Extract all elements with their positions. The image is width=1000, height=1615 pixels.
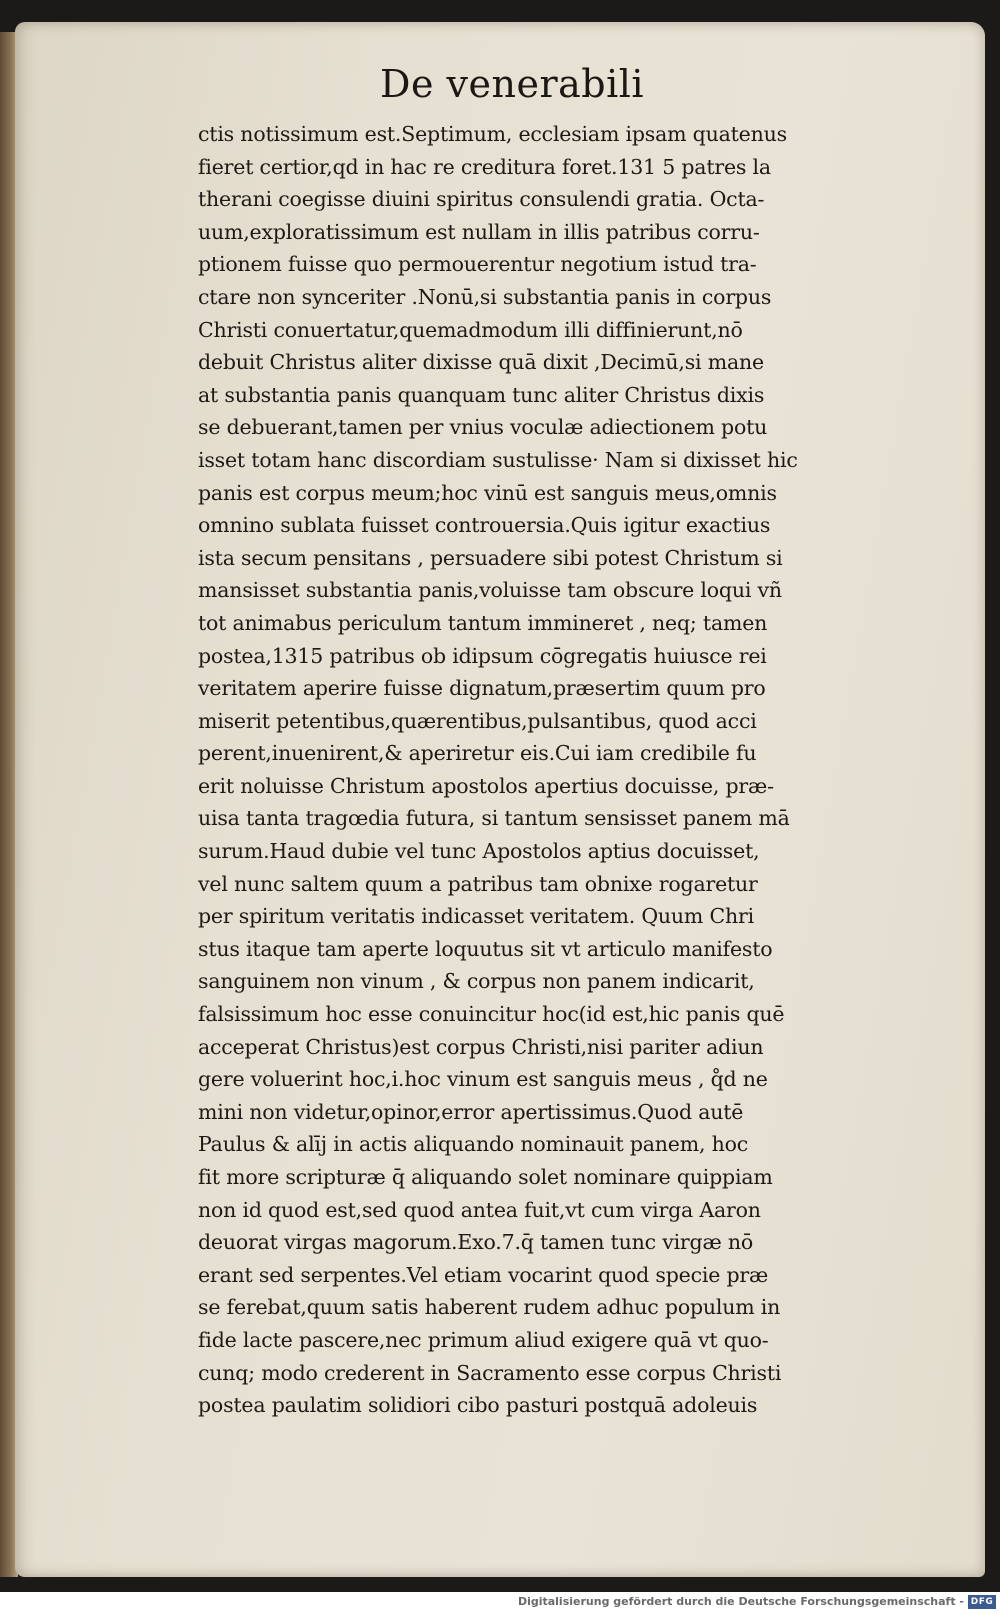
text-line: mansisset substantia panis,voluisse tam obscure loqui vñ [198, 578, 782, 603]
dfg-logo: DFG [968, 1595, 996, 1609]
text-line: surum.Haud dubie vel tunc Apostolos aptius docuisset, [198, 839, 760, 864]
text-line: Paulus & alīj in actis aliquando nominauit panem, hoc [198, 1132, 748, 1157]
text-line: sanguinem non vinum , & corpus non panem indicarit, [198, 969, 755, 994]
text-line: Christi conuertatur,quemadmodum illi diffinierunt,nō [198, 317, 743, 342]
text-line: at substantia panis quanquam tunc aliter Christus dixis [198, 382, 765, 407]
text-line: fide lacte pascere,nec primum aliud exigere quā vt quo- [198, 1327, 769, 1352]
text-line: perent,inuenirent,& aperiretur eis.Cui iam credibile fu [198, 741, 757, 766]
text-line: ptionem fuisse quo permouerentur negotium istud tra- [198, 252, 757, 277]
text-line: deuorat virgas magorum.Exo.7.q̄ tamen tunc virgæ nō [198, 1230, 753, 1255]
body-text [198, 118, 916, 1422]
text-line: veritatem aperire fuisse dignatum,præsertim quum pro [198, 676, 766, 701]
text-line: panis est corpus meum;hoc vinū est sanguis meus,omnis [198, 480, 777, 505]
text-line: ctare non synceriter .Nonū,si substantia panis in corpus [198, 284, 772, 309]
text-line: se ferebat,quum satis haberent rudem adhuc populum in [198, 1295, 781, 1320]
text-line: isset totam hanc discordiam sustulisse· Nam si dixisset hic [198, 447, 798, 472]
text-line: miserit petentibus,quærentibus,pulsantibus, quod acci [198, 708, 757, 733]
text-line: tot animabus periculum tantum immineret , neq; tamen [198, 610, 768, 635]
text-line: uum,exploratissimum est nullam in illis patribus corru- [198, 219, 760, 244]
text-line: non id quod est,sed quod antea fuit,vt cum virga Aaron [198, 1197, 761, 1222]
text-line: postea paulatim solidiori cibo pasturi postquā adoleuis [198, 1393, 758, 1418]
text-line: falsissimum hoc esse conuincitur hoc(id est,hic panis quē [198, 1002, 785, 1027]
text-line: se debuerant,tamen per vnius voculæ adiectionem potu [198, 415, 768, 440]
text-line: vel nunc saltem quum a patribus tam obnixe rogaretur [198, 871, 758, 896]
text-line: stus itaque tam aperte loquutus sit vt articulo manifesto [198, 936, 773, 961]
text-line: mini non videtur,opinor,error apertissimus.Quod autē [198, 1099, 744, 1124]
footer-credit: Digitalisierung gefördert durch die Deutsche Forschungsgemeinschaft - [517, 1595, 964, 1608]
running-header: De venerabili [380, 62, 645, 106]
text-line: fit more scripturæ q̄ aliquando solet nominare quippiam [198, 1165, 773, 1189]
text-line: omnino sublata fuisset controuersia.Quis igitur exactius [198, 513, 771, 538]
text-line: erit noluisse Christum apostolos apertius docuisse, præ- [198, 773, 774, 798]
text-line: fieret certior,qd in hac re creditura foret.131 5 patres la [198, 154, 771, 179]
text-line: gere voluerint hoc,i.hoc vinum est sanguis meus , q̊d ne [198, 1067, 768, 1092]
text-line: erant sed serpentes.Vel etiam vocarint quod specie præ [198, 1262, 769, 1287]
text-line: cunq; modo crederent in Sacramento esse corpus Christi [198, 1360, 782, 1385]
text-line: uisa tanta tragœdia futura, si tantum sensisset panem mā [198, 806, 790, 831]
footer-bar [0, 1592, 1000, 1615]
text-line: ista secum pensitans , persuadere sibi potest Christum si [198, 545, 783, 570]
text-line: ctis notissimum est.Septimum, ecclesiam ipsam quatenus [198, 122, 787, 146]
text-line: therani coegisse diuini spiritus consulendi gratia. Octa- [198, 187, 765, 212]
text-line: per spiritum veritatis indicasset veritatem. Quum Chri [198, 904, 754, 929]
text-line: acceperat Christus)est corpus Christi,nisi pariter adiun [198, 1034, 764, 1059]
text-line: postea,1315 patribus ob idipsum cōgregatis huiusce rei [198, 643, 767, 668]
text-line: debuit Christus aliter dixisse quā dixit ,Decimū,si mane [198, 350, 764, 375]
